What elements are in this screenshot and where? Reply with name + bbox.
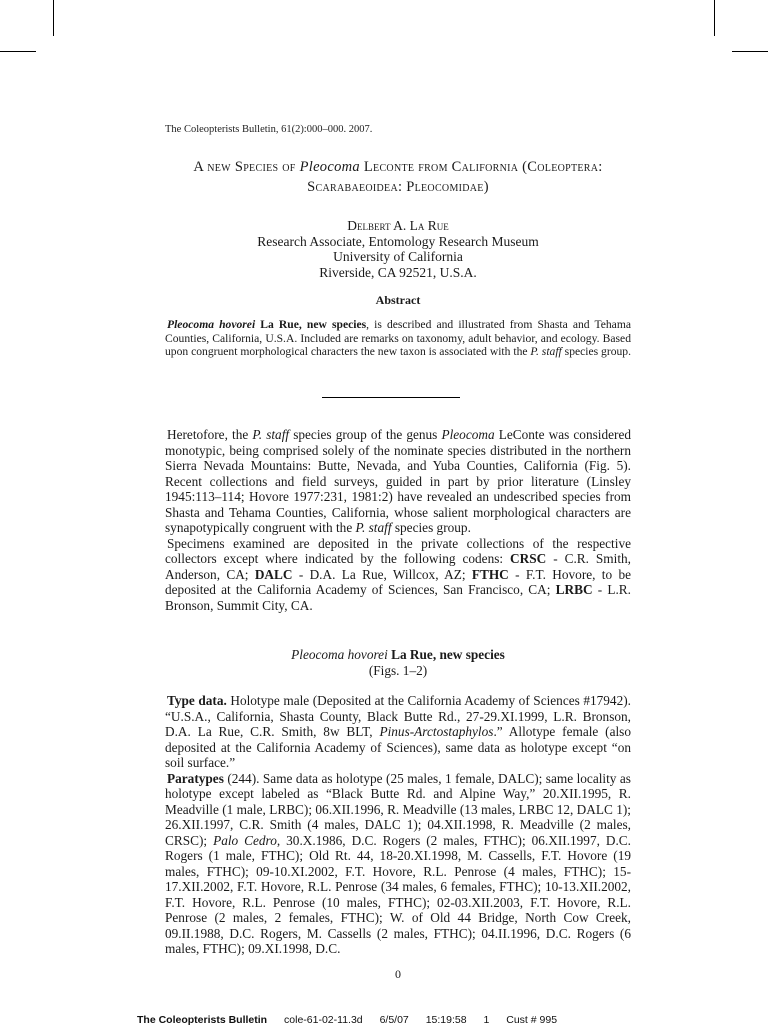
footer-page: 1 xyxy=(483,1014,490,1026)
footer-date: 6/5/07 xyxy=(379,1014,409,1026)
paratypes-paragraph xyxy=(165,771,631,957)
introduction-body xyxy=(165,427,631,613)
title-line2: Scarabaeoidea: Pleocomidae) xyxy=(307,179,489,195)
abstract-author-new: La Rue, new species xyxy=(255,318,367,331)
coden-fthc: FTHC xyxy=(471,566,509,582)
coden-dalc: DALC xyxy=(254,566,293,582)
paratypes-label: Paratypes xyxy=(167,770,224,786)
p1-text-c: LeConte was considered monotypic, being comprised solely of the nominate species distributed in the northern Sierra Nevada Mountains: Butte, Nevada, and Yuba Counties, California (Fig. 5). Recent collections and field surveys, guided in part by prior literature (Linsley 1945:113–114; Hovore 1977:231, 1981:2) have revealed an undescribed species from Shasta and Tehama Counties, California, whose salient morphological characters are synapotypically congruent with the xyxy=(165,427,631,535)
species-heading-suffix: La Rue, new species xyxy=(387,647,505,662)
title-genus: Pleocoma xyxy=(299,159,360,175)
type-data-paragraph xyxy=(165,693,631,771)
paragraph-2 xyxy=(165,536,631,614)
p1-text-a: Heretofore, the xyxy=(167,427,253,442)
type-data-text-b: .” Allotype female (also deposited at the California Academy of Sciences), same data as holotype except “on soil surface.” xyxy=(165,724,632,770)
article-title xyxy=(165,157,631,197)
paragraph-1 xyxy=(165,427,631,536)
species-heading-name: Pleocoma hovorei xyxy=(291,647,388,662)
paratypes-text-b: , 30.X.1986, D.C. Rogers (2 males, FTHC); 06.XII.1997, D.C. Rogers (1 male, FTHC); Old Rt. 44, 18-20.XI.1998, M. Cassells, F.T. Hovore (19 males, FTHC); 09-10.XI.2002, F.T. Hovore, R.L. Penrose (4 males, FTHC); 15-17.XII.2002, F.T. Hovore, R.L. Penrose (34 males, 6 females, FTHC); 10-13.XII.2002, F.T. Hovore, R.L. Penrose (10 males, FTHC); 02-03.XII.2003, F.T. Hovore, R.L. Penrose (2 males, 2 females, FTHC); W. of Old 44 Bridge, North Cow Creek, 09.II.1988, D.C. Rogers, M. Cassells (2 males, FTHC); 04.II.1996, D.C. Rogers (6 males, FTHC); 09.XI.1998, D.C. xyxy=(165,832,631,956)
abstract-text xyxy=(165,318,631,359)
type-data-text-a: Holotype male (Deposited at the California Academy of Sciences #17942). “U.S.A., California, Shasta County, Black Butte Rd., 27-29.XI.1999, L.R. Bronson, D.A. La Rue, C.R. Smith, 8w BLT, xyxy=(165,693,631,739)
type-data-ital: Pinus-Arctostaphylos xyxy=(379,724,494,739)
abstract-text-2: species group. xyxy=(561,345,632,358)
abstract-group: P. staff xyxy=(530,345,562,358)
footer-time: 15:19:58 xyxy=(425,1014,467,1026)
p1-ital-3: P. staff xyxy=(355,520,392,535)
crop-mark-top-right-horizontal xyxy=(732,51,768,52)
crop-mark-top-right-vertical xyxy=(714,0,715,36)
type-data-label: Type data. xyxy=(167,693,227,708)
abstract-text-1: , is described and illustrated from Shasta and Tehama Counties, California, U.S.A. Included are remarks on taxonomy, adult behavior, and ecology. Based upon congruent morphological characters the new taxon is associated with the xyxy=(165,318,631,358)
p2-text-c: - D.A. La Rue, Willcox, AZ; xyxy=(292,566,472,582)
paratypes-ital: Palo Cedro xyxy=(213,832,277,848)
running-head: The Coleopterists Bulletin, 61(2):000–000. 2007. xyxy=(165,124,373,135)
p2-text-b: - C.R. Smith, Anderson, CA; xyxy=(165,551,632,582)
affiliation-line-1: Research Associate, Entomology Research Museum xyxy=(257,233,539,249)
footer-cust: Cust # 995 xyxy=(506,1014,558,1026)
abstract-species: Pleocoma hovorei xyxy=(167,318,256,331)
coden-crsc: CRSC xyxy=(510,551,547,566)
title-part1: A new Species of xyxy=(193,159,300,175)
author-name: Delbert A. La Rue xyxy=(347,218,449,233)
species-heading-figs: (Figs. 1–2) xyxy=(368,663,428,678)
footer-file: cole-61-02-11.3d xyxy=(284,1014,363,1026)
p2-text-d: - F.T. Hovore, to be deposited at the California Academy of Sciences, San Francisco, CA; xyxy=(165,566,631,597)
author-block xyxy=(165,218,631,280)
p1-ital-2: Pleocoma xyxy=(441,427,495,442)
paratypes-text-a: (244). Same data as holotype (25 males, 1 female, DALC); same locality as holotype except labeled as “Black Butte Rd. and Alpine Way,” 20.XII.1995, R. Meadville (1 male, LRBC); 06.XII.1996, R. Meadville (13 males, LRBC 12, DALC 1); 26.XII.1997, C.R. Smith (4 males, DALC 1); 04.XII.1998, R. Meadville (2 males, CRSC); xyxy=(165,770,631,848)
species-heading xyxy=(165,647,631,679)
type-data-section xyxy=(165,693,631,957)
p2-text-e: - L.R. Bronson, Summit City, CA. xyxy=(165,582,631,613)
p1-ital-1: P. staff xyxy=(252,427,290,442)
footer-journal: The Coleopterists Bulletin xyxy=(137,1014,268,1026)
p2-text-a: Specimens examined are deposited in the private collections of the respective collectors except where indicated by the following codens: xyxy=(165,535,631,566)
p1-text-b: species group of the genus xyxy=(289,427,442,442)
print-footer xyxy=(137,1014,571,1026)
p1-text-d: species group. xyxy=(391,520,471,535)
abstract-heading: Abstract xyxy=(375,293,421,307)
crop-mark-top-left-horizontal xyxy=(0,51,36,52)
affiliation-line-3: Riverside, CA 92521, U.S.A. xyxy=(319,264,477,280)
coden-lrbc: LRBC xyxy=(555,582,593,597)
page-number: 0 xyxy=(395,967,401,981)
title-part2: Leconte from California (Coleoptera: xyxy=(359,159,603,175)
section-divider xyxy=(322,397,460,398)
crop-mark-top-left-vertical xyxy=(53,0,54,36)
affiliation-line-2: University of California xyxy=(333,249,463,264)
